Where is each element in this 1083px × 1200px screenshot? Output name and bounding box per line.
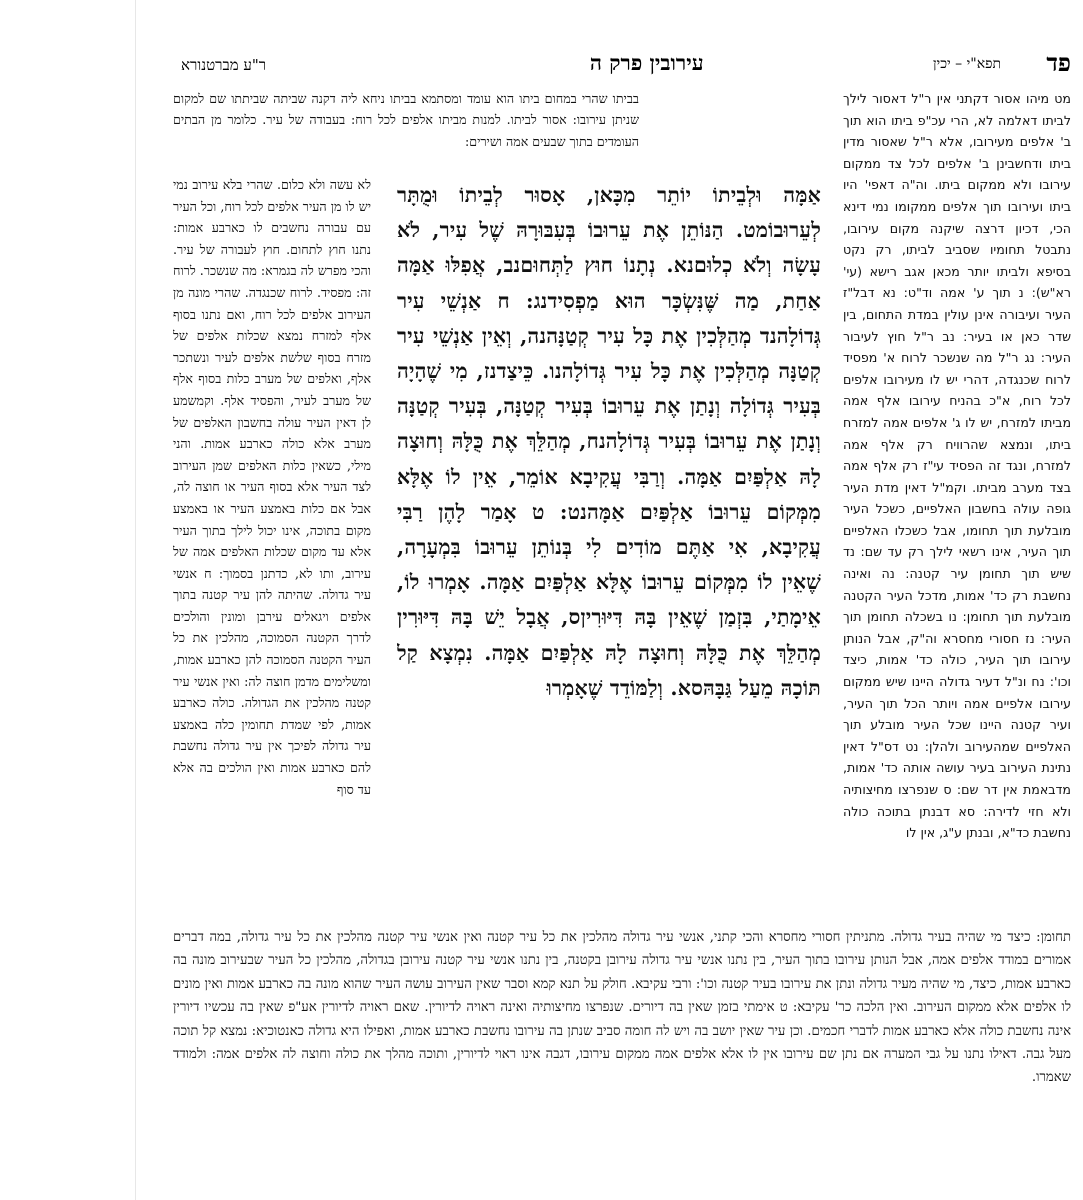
bartenura-commentary-text: לא עשה ולא כלום. שהרי בלא עירוב נמי יש לו מן העיר אלפים לכל רוח, וכל העיר עם עבורה נחשבים לו כארבע אמות: נתנו חוץ לתחום. חוץ לעבורה של עיר. והכי מפרש לה בגמרא: מה שנשכר. לרוח זה: מפסיד. לרוח שכנגדה. שהרי מונה מן העירוב אלפים לכל רוח, ואם נתנו בסוף אלף למזרח נמצא שכלות אלפים של מזרח בסוף שלשת אלפים לעיר ונשתכר אלף, ואלפים של מערב כלות בסוף אלף של מערב לעיר, והפסיד אלף. וקמשמע לן דאין העיר עולה בחשבון האלפים של מערב אלא כולה כארבע אמות. והני מילי, כשאין כלות האלפים שמן העירוב לצד העיר אלא בסוף העיר או חוצה לה, אבל אם כלות באמצע העיר או באמצע מקום בתוכה, אינו יכול לילך בתוך העיר אלא עד מקום שכלות האלפים אמה של עירוב, ותו לא, כדתנן בסמוך: ח אנשי עיר גדולה. שהיתה להן עיר קטנה בתוך אלפים ויגאלים עירבן ומונין והולכים לדרך הקטנה הסמוכה, מהלכין את כל העיר הקטנה הסמוכה להן כארבע אמות, ומשלימים מדמן חוצה לה: ואין אנשי עיר קטנה מהלכין את הגדולה. כולה כארבע אמות, לפי שמדת תחומין כלה באמצע עיר גדולה לפיכך אין עיר גדולה נחשבת להם כארבע אמות ואין הולכים בה אלא עד סוף [173, 177, 371, 797]
page-header [177, 46, 1071, 78]
page-edge-line [135, 0, 136, 1200]
bartenura-bottom-text: תחומן: כיצד מי שהיה בעיר גדולה. מתניתין חסורי מחסרא והכי קתני, אנשי עיר גדולה מהלכין את כל עיר קטנה ואין אנשי עיר קטנה מהלכין את כל עיר גדולה, במה דברים אמורים במודד אלפים אמה, אבל הנותן עירובו בתוך העיר, בין נתנו אנשי עיר גדולה עירובן בקטנה, בין נתנו אנשי עיר קטנה עירובן בגדולה, מהלכין כל העיר שבעירוב מונה בה כארבע אמות, כיצד, מי שהיה מעיר גדולה ונתן את עירובו בעיר קטנה וכו': ורבי עקיבא. חולק על תנא קמא וסבר שאין העירוב עושה העיר שהוא מונה בה כארבע אמות ואין מונים לו אלפים אלא ממקום העירוב. ואין הלכה כר' עקיבא: ט אימתי בזמן שאין בה דיורים. שנפרצו מחיצותיה ואינה ראויה לדיורין. שאם ראויה לדיורין אע"פ שאין בה עכשיו דיורין אינה נחשבת כולה אלא כארבע אמות לדברי חכמים. וכן עיר שאין יושב בה ויש לה חומה סביב שנתן בה עירובו נחשבת כארבע אמות, ואפילו היא גדולה כאנטוכיא: נמצא קל תוכה מעל גבה. דאילו נתנו על גבי המערה אם נתן שם עירובו אין לו אלא אלפים אמה ממקום עירובו, דגבה אינו ראוי לדיורין, ותוכה מהלך את כולה וחוצה לה אלפים אמה: ולמודד שאמרו. [173, 930, 1071, 1086]
tiferet-yisrael-yachin-column [843, 88, 1071, 958]
right-commentary-title: תפא"י – יכין [932, 56, 1001, 72]
page-number: פד [1046, 48, 1071, 77]
mishnah-text: אַמָּה וּלְבֵיתוֹ יוֹתֵר מִכָּאן, אָסוּר לְבֵיתוֹ וּמֻתָּר לְעֵרוּבוֹמט. הַנּוֹתֵן אֶת עֵרוּבוֹ בְּעִבּוּרָהּ שֶׁל עִיר, לֹא עָשָׂה וְלֹא כְלוּםנא. נְתָנוֹ חוּץ לַתְּחוּםנב, אֲפִלּוּ אַמָּה אַחַת, מַה שֶּׁנִּשְׂכָּר הוּא מַפְסִידנג: ח אַנְשֵׁי עִיר גְּדוֹלָהנד מְהַלְּכִין אֶת כָּל עִיר קְטַנָּהנה, וְאֵין אַנְשֵׁי עִיר קְטַנָּה מְהַלְּכִין אֶת כָּל עִיר גְּדוֹלָהנו. כֵּיצַדנז, מִי שֶׁהָיָה בְּעִיר גְּדוֹלָה וְנָתַן אֶת עֵרוּבוֹ בְּעִיר קְטַנָּה, בְּעִיר קְטַנָּה וְנָתַן אֶת עֵרוּבוֹ בְּעִיר גְּדוֹלָהנח, מְהַלֵּךְ אֶת כֻּלָּהּ וְחוּצָה לָהּ אַלְפַּיִם אַמָּה. וְרַבִּי עֲקִיבָא אוֹמֵר, אֵין לוֹ אֶלָּא מִמְּקוֹם עֵרוּבוֹ אַלְפַּיִם אַמָּהנט: ט אָמַר לָהֶן רַבִּי עֲקִיבָא, אִי אַתֶּם מוֹדִים לִי בְּנוֹתֵן עֵרוּבוֹ בִּמְעָרָה, שֶׁאֵין לוֹ מִמְּקוֹם עֵרוּבוֹ אֶלָּא אַלְפַּיִם אַמָּה. אָמְרוּ לוֹ, אֵימָתַי, בִּזְמַן שֶׁאֵין בָּהּ דִּיּוּרִיןס, אֲבָל יֵשׁ בָּהּ דִּיּוּרִין מְהַלֵּךְ אֶת כֻּלָּהּ וְחוּצָה לָהּ אַלְפַּיִם אַמָּה. נִמְצָא קַל תּוֹכָהּ מֵעַל גַּבָּהּסא. וְלַמּוֹדֵד שֶׁאָמְרוּ [397, 183, 821, 700]
yachin-commentary-text: מט מיהו אסור דקתני אין ר"ל דאסור לילך לביתו דאלמה לא, הרי עכ"פ ביתו הוא תוך ב' אלפים מעירובו, אלא ר"ל שאסור מדין ביתו ודחשבינן ב' אלפים לכל צד ממקום עירובו ולא ממקום ביתו. וה"ה דאפי' היו ביתו ועירובו תוך אלפים ממקומו נמי דינא הכי, דכיון דרצה שיקנה מקום עירובו, נתבטל תחומיו שסביב לביתו, רק נקט בסיפא ולביתו יותר מכאן אגב רישא (עי' רא"ש): נ תוך ע' אמה וד"ט: נא דבל"ז העיר ועיבורה אינן עולין במדת התחום, בין שדר כאן או בעיר: נב ר"ל חוץ לעיבור העיר: נג ר"ל מה שנשכר לרוח א' מפסיד לרוח שכנגדה, דהרי יש לו מעירובו אלפים לכל רוח, א"כ בהניח עירובו אלף אמה מביתו למזרח, יש לו ג' אלפים אמה למזרח ביתו, ונמצא שהרוויח רק אלף אמה למזרח, ונגד זה הפסיד עי"ז רק אלף אמה בצד מערב מביתו. וקמ"ל דאין מדת העיר גופה עולה בחשבון האלפיים, כשכל העיר מובלעת תוך תחומו, אבל כשכלו האלפיים תוך העיר, אינו רשאי לילך רק עד שם: נד שיש תוך תחומן עיר קטנה: נה ואינה נחשבת רק כד' אמות, מדכל העיר הקטנה מובלעת תוך תחומן: נו בשכלה תחומן תוך העיר: נז חסורי מחסרא וה"ק, אבל הנותן עירובו תוך העיר, כולה כד' אמות, כיצד וכו': נח ונ"ל דעיר גדולה היינו שיש ממקום עירובו אלפיים אמה ויותר הכל תוך העיר, ועיר קטנה היינו שכל העיר מובלע תוך האלפיים שמהעירוב ולהלן: נט דס"ל דאין נתינת העירוב בעיר עושה אותה כד' אמות, מדבאמת אין דר שם: ס שנפרצו מחיצותיה ולא חזי לדירה: סא דבנתן בתוכה כולה נחשבת כד"א, ובנתן ע"ג, אין לו [843, 91, 1071, 841]
talmud-page [165, 40, 1071, 1160]
bartenura-top-text: בביתו שהרי במחום ביתו הוא עומד ומסתמא בביתו ניחא ליה דקנה שביתה שביתתו שם למקום שניתן עירובו: אסור לביתו. למנות מביתו אלפים לכל רוח: בעבודה של עיר. כלומר מן הבתים העומדים בתוך שבעים אמה ושירים: [173, 91, 639, 149]
bartenura-bottom-block [173, 926, 1071, 1156]
bartenura-top-block [173, 88, 639, 170]
page-title: עירובין פרק ה [589, 50, 704, 75]
left-commentary-title: ר"ע מברטנורא [181, 56, 267, 74]
mishnah-text-column [397, 178, 821, 952]
bartenura-column [173, 174, 371, 926]
